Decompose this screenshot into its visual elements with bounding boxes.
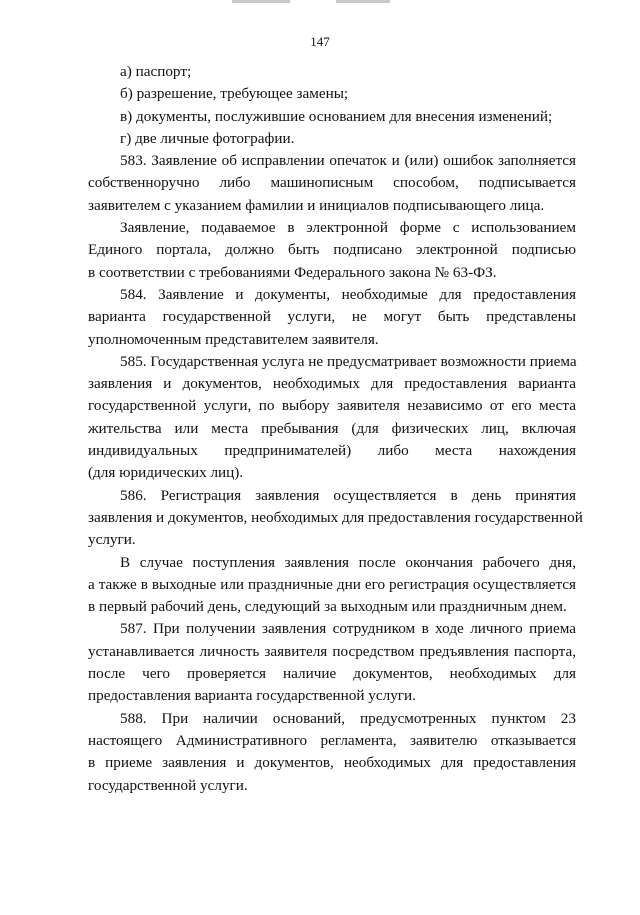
document-body — [88, 61, 583, 797]
text-line: 587. При получении заявления сотрудником в ходе личного приема — [120, 620, 576, 638]
text-line: 588. При наличии оснований, предусмотренных пунктом 23 — [120, 709, 576, 727]
text-line: предоставления варианта государственной услуги. — [88, 687, 416, 705]
text-line: настоящего Административного регламента, заявителю отказывается — [88, 731, 576, 749]
text-line: в первый рабочий день, следующий за выходным или праздничным днем. — [88, 598, 567, 616]
text-line: государственной услуги. — [88, 776, 248, 794]
text-line: уполномоченным представителем заявителя. — [88, 330, 379, 348]
scan-artifact-mark — [336, 0, 390, 3]
text-line: 586. Регистрация заявления осуществляется в день принятия — [120, 486, 576, 504]
text-line: индивидуальных предпринимателей) либо места нахождения — [88, 442, 576, 460]
text-line: собственноручно либо машинописным способом, подписывается — [88, 174, 576, 192]
text-line: жительства или места пребывания (для физических лиц, включая — [88, 419, 576, 437]
text-line: заявителем с указанием фамилии и инициалов подписывающего лица. — [88, 196, 545, 214]
scan-artifact-mark — [232, 0, 290, 3]
text-line: услуги. — [88, 531, 136, 549]
text-line: 585. Государственная услуга не предусматривает возможности приема — [120, 352, 577, 370]
text-line: в соответствии с требованиями Федерального закона № 63-ФЗ. — [88, 263, 497, 281]
page-number: 147 — [310, 34, 330, 49]
text-line: заявления и документов, необходимых для предоставления варианта — [88, 375, 576, 393]
text-line: устанавливается личность заявителя посредством предъявления паспорта, — [88, 642, 576, 660]
text-line: 584. Заявление и документы, необходимые для предоставления — [120, 285, 576, 303]
text-line: варианта государственной услуги, не могут быть представлены — [88, 308, 576, 326]
text-line: а также в выходные или праздничные дни его регистрация осуществляется — [88, 575, 576, 593]
text-line: б) разрешение, требующее замены; — [120, 85, 349, 103]
text-line: В случае поступления заявления после окончания рабочего дня, — [120, 553, 576, 571]
text-line: (для юридических лиц). — [88, 464, 244, 482]
text-line: Заявление, подаваемое в электронной форме с использованием — [120, 219, 576, 237]
text-line: государственной услуги, по выбору заявителя независимо от его места — [88, 397, 576, 415]
text-line: в приеме заявления и документов, необходимых для предоставления — [88, 754, 576, 772]
text-line: г) две личные фотографии. — [120, 129, 295, 147]
text-line: после чего проверяется наличие документов, необходимых для — [88, 665, 576, 683]
text-line: 583. Заявление об исправлении опечаток и (или) ошибок заполняется — [120, 152, 576, 170]
text-line: заявления и документов, необходимых для предоставления государственной — [88, 508, 583, 526]
text-line: Единого портала, должно быть подписано электронной подписью — [88, 241, 576, 259]
text-line: в) документы, послужившие основанием для внесения изменений; — [120, 107, 553, 125]
text-line: а) паспорт; — [120, 63, 192, 80]
